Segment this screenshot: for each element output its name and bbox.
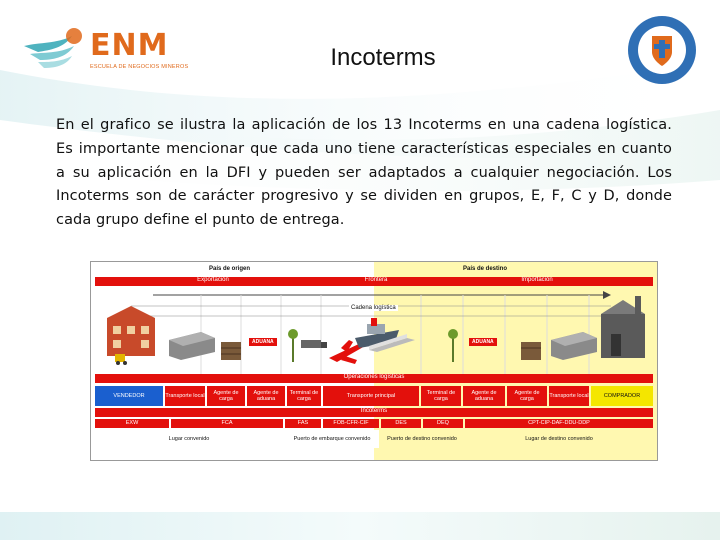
factory-icon [103,298,163,358]
page-title: Incoterms [330,44,436,71]
actor-cell: Agente de aduana [463,386,505,406]
pais-destino-label: País de destino [463,266,508,272]
aduana-origin-badge: ADUANA [249,338,277,346]
actor-cell: Terminal de carga [421,386,461,406]
actor-cell: Terminal de carga [287,386,321,406]
forklift-icon [113,350,135,366]
actor-cell: Transporte local [165,386,205,406]
term-cell: FCA [171,419,283,428]
term-cell: FAS [285,419,321,428]
cadena-label: Cadena logística [351,305,396,311]
enm-subtitle: ESCUELA DE NEGOCIOS MINEROS [90,64,189,70]
crane-right-icon [443,326,463,364]
actor-cell: Agente de aduana [247,386,285,406]
operaciones-bar: Operaciones logísticas [95,374,653,383]
actor-cell: VENDEDOR [95,386,163,406]
exportacion-bar: Exportación [95,277,331,286]
actor-cell: Agente de carga [207,386,245,406]
importacion-bar: Importación [421,277,653,286]
term-cell: EXW [95,419,169,428]
place-cell: Puerto de destino convenido [381,430,463,448]
actor-cell: Agente de carga [507,386,547,406]
actor-cell: COMPRADOR [591,386,653,406]
actor-cell: Transporte principal [323,386,419,406]
container-right-icon [549,330,599,362]
pais-origen-label: País de origen [209,266,251,272]
warehouse-icon [595,294,653,360]
place-cell: Lugar convenido [95,430,283,448]
incoterms-diagram [90,261,658,461]
place-cell: Lugar de destino convenido [465,430,653,448]
enm-wordmark: ENM [90,28,169,63]
frontera-bar: Frontera [331,277,421,286]
term-cell: DEQ [423,419,463,428]
intro-paragraph: En el grafico se ilustra la aplicación de los 13 Incoterms en una cadena logística. Es importante mencionar que cada uno tiene características especiales en cuanto a su aplicación en la DFI y pueden ser adaptados a cualquier negociación. Los Incoterms son de carácter progresivo y se dividen en grupos, E, F, C y D, donde cada grupo define el punto de entrega. [56,117,672,229]
term-cell: DES [381,419,421,428]
term-cell: CPT-CIP-DAF-DDU-DDP [465,419,653,428]
incoterms-bar: Incoterms [95,408,653,417]
container-icon [167,330,217,362]
university-seal [626,14,698,86]
term-cell: FOB-CFR-CIF [323,419,379,428]
truck-icon [299,334,329,354]
place-cell: Puerto de embarque convenido [285,430,379,448]
footer-band [0,512,720,540]
crates-icon [219,336,245,362]
actor-cell: Transporte local [549,386,589,406]
train-icon [367,334,417,354]
aduana-destination-badge: ADUANA [469,338,497,346]
crates-right-icon [519,336,545,362]
